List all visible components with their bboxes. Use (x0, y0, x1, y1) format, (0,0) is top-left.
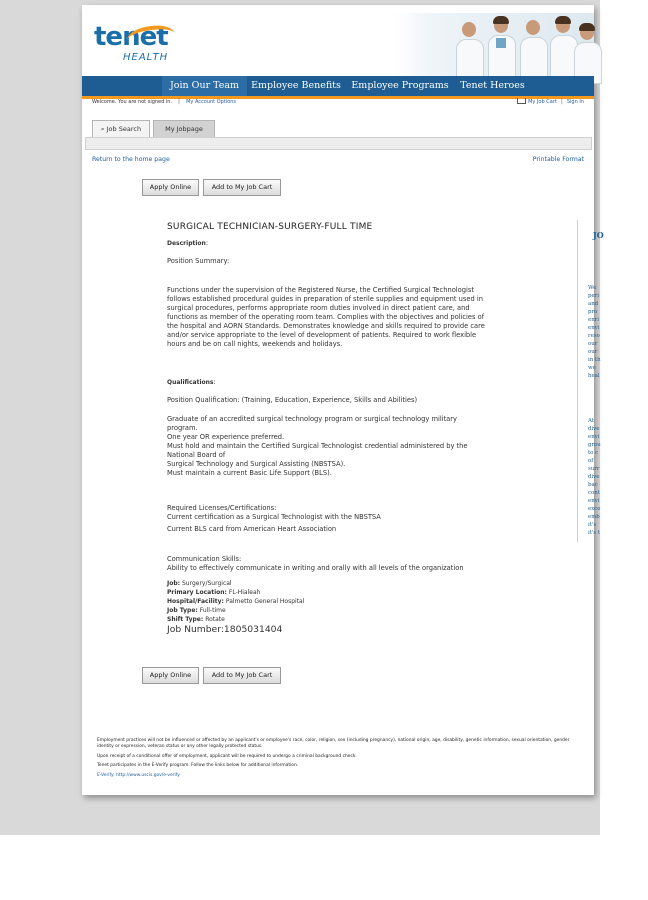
tab-job-search[interactable] (92, 120, 150, 138)
background-check-statement: Upon receipt of a conditional offer of employment, applicant will be required to undergo a criminal background check. (97, 753, 357, 759)
staff-figure (456, 22, 482, 80)
welcome-text: Welcome. You are not signed in. (92, 99, 173, 105)
location-label: Primary Location: (167, 589, 227, 596)
job-info (167, 579, 487, 634)
side-panel-text: At dive envi grou to c of surr dive bac cont envi exce emb it's it's t (588, 418, 601, 536)
job-type-value: Full-time (199, 607, 226, 614)
staff-figure (520, 20, 546, 80)
job-description (167, 223, 487, 634)
job-number: Job Number:1805031404 (167, 624, 283, 635)
logo-word: tenet (94, 22, 168, 52)
separator: | (178, 98, 181, 105)
description-label: Description (167, 240, 206, 247)
staff-figure (574, 25, 600, 80)
logo-sub: HEALTH (123, 52, 169, 63)
job-row (167, 579, 487, 588)
location-row (167, 588, 487, 597)
facility-value: Palmetto General Hospital (225, 598, 305, 605)
licenses-text: Required Licenses/Certifications: Current certification as a Surgical Technologist with the NBSTSA (167, 504, 381, 521)
add-to-job-cart-button[interactable]: Add to My Job Cart (203, 179, 281, 196)
job-cart-link[interactable]: My Job Cart (528, 99, 557, 105)
side-panel-text: We peri and pro enri envi reso our our in th we heal (588, 285, 601, 379)
main-nav (82, 76, 594, 99)
job-detail-page (82, 5, 604, 795)
description-heading: Description: (167, 239, 209, 247)
tab-my-jobpage[interactable]: My Jobpage (153, 120, 215, 138)
bls-text: Current BLS card from American Heart Association (167, 525, 337, 533)
welcome-bar (92, 98, 236, 105)
nav-employee-benefits[interactable]: Employee Benefits (251, 80, 341, 91)
job-title: SURGICAL TECHNICIAN-SURGERY-FULL TIME (167, 222, 373, 232)
side-panel (577, 220, 608, 542)
shift-type-row (167, 615, 487, 624)
apply-online-button[interactable]: Apply Online (142, 179, 199, 196)
job-value: Surgery/Surgical (181, 580, 232, 587)
account-options-link[interactable]: My Account Options (186, 99, 237, 105)
nav-tenet-heroes[interactable]: Tenet Heroes (460, 80, 525, 91)
facility-label: Hospital/Facility: (167, 598, 224, 605)
staff-figure (550, 18, 576, 80)
sign-in-link[interactable]: Sign In (566, 99, 584, 105)
tab-job-search-label: Job Search (106, 125, 142, 133)
tab-content-bar (85, 137, 592, 150)
qualifications-heading: Qualifications: (167, 378, 216, 386)
qualification-heading: Position Qualification: (Training, Education, Experience, Skills and Abilities) (167, 396, 418, 404)
return-home-link[interactable]: Return to the home page (92, 156, 170, 163)
search-icon: ⌕ (100, 125, 105, 133)
qualifications-label: Qualifications (167, 379, 214, 386)
job-type-label: Job Type: (167, 607, 198, 614)
shift-type-label: Shift Type: (167, 616, 204, 623)
position-summary-heading: Position Summary: (167, 257, 230, 265)
printable-format-link[interactable]: Printable Format (532, 156, 584, 163)
tenet-health-logo[interactable] (93, 22, 183, 69)
communication-text: Communication Skills: Ability to effectively communicate in writing and orally with all levels of the organization (167, 555, 464, 572)
shift-type-value: Rotate (205, 616, 225, 623)
add-to-job-cart-button[interactable]: Add to My Job Cart (203, 667, 281, 684)
footer (97, 738, 577, 782)
header-photo-medical-staff (394, 13, 594, 80)
nav-employee-programs[interactable]: Employee Programs (351, 80, 449, 91)
summary-text: Functions under the supervision of the Registered Nurse, the Certified Surgical Technologist follows established procedural guides in preparation of sterile supplies and equipment used in surgical procedures, performs appropriate room duties involved in direct patient care, and functions as member of the operating room team. Complies with the objectives and policies of the hospital and AORN Standards. Demonstrates knowledge and skills required to provide care and/or service appropriate to the level of development of patients. Required to work flexible hours and be on call nights, weekends and holidays. (167, 286, 485, 348)
location-value: FL-Hialeah (228, 589, 261, 596)
separator: | (560, 98, 563, 105)
everify-link[interactable]: E-Verify: http://www.uscis.gov/e-verify (97, 772, 180, 778)
everify-statement: Tenet participates in the E-Verify program. Follow the links below for additional information. (97, 763, 299, 768)
user-links (517, 98, 584, 105)
job-type-row (167, 606, 487, 615)
side-panel-heading: JO (593, 230, 604, 240)
eeo-statement: Employment practices will not be influenced or affected by an applicant's or employee's race, color, religion, sex (including pregnancy), national origin, age, disability, genetic information, sexual orientation, gender identity or expression, veteran status or any other legally protected status. (97, 738, 570, 749)
staff-figure (488, 18, 514, 80)
facility-row (167, 597, 487, 606)
qualification-text: Graduate of an accredited surgical technology program or surgical technology military program. One year OR experience preferred. Must hold and maintain the Certified Surgical Technologist credential administered by the National Board of Surgical Technology and Surgical Assisting (NBSTSA). Must maintain a current Basic Life Support (BLS). (167, 415, 468, 477)
apply-online-button[interactable]: Apply Online (142, 667, 199, 684)
job-label: Job: (167, 580, 181, 587)
cart-icon (517, 98, 526, 104)
nav-join-our-team[interactable]: Join Our Team (162, 76, 247, 96)
